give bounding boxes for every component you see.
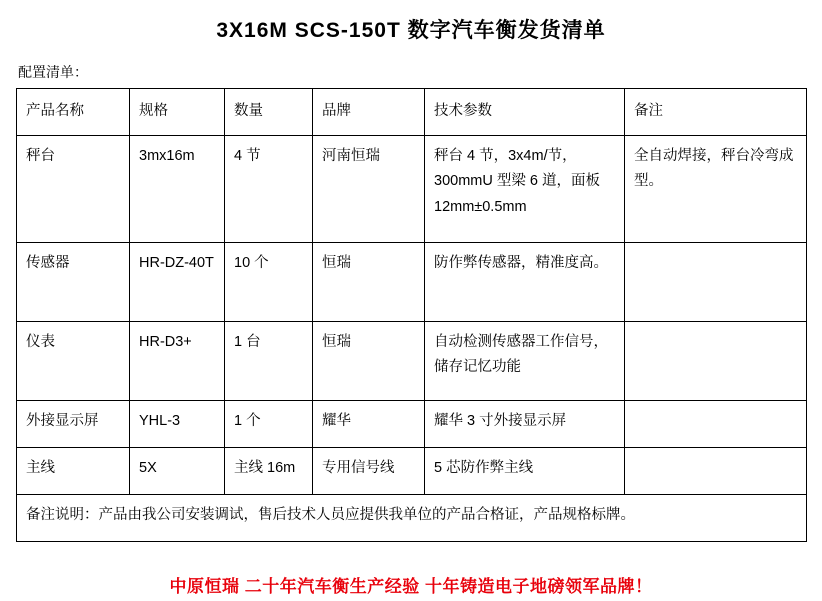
cell-spec: 5X: [130, 448, 225, 495]
cell-product-name: 传感器: [17, 243, 130, 322]
cell-note: 备注说明：产品由我公司安装调试，售后技术人员应提供我单位的产品合格证，产品规格标牌。: [17, 495, 807, 542]
cell-remark: 全自动焊接，秤台冷弯成型。: [625, 136, 807, 243]
column-header-remark: 备注: [625, 89, 807, 136]
table-header-row: [17, 89, 807, 136]
cell-spec: YHL-3: [130, 401, 225, 448]
column-header-product-name: 产品名称: [17, 89, 130, 136]
page-title: 3X16M SCS-150T 数字汽车衡发货清单: [216, 19, 606, 42]
cell-product-name: 外接显示屏: [17, 401, 130, 448]
table-row: [17, 448, 807, 495]
cell-product-name: 秤台: [17, 136, 130, 243]
cell-tech-params: 防作弊传感器，精准度高。: [425, 243, 625, 322]
cell-spec: 3mx16m: [130, 136, 225, 243]
cell-tech-params: 自动检测传感器工作信号，储存记忆功能: [425, 322, 625, 401]
column-header-brand: 品牌: [313, 89, 425, 136]
cell-brand: 恒瑞: [313, 322, 425, 401]
table-note-row: [17, 495, 807, 542]
column-header-spec: 规格: [130, 89, 225, 136]
cell-brand: 恒瑞: [313, 243, 425, 322]
cell-product-name: 主线: [17, 448, 130, 495]
cell-quantity: 10 个: [225, 243, 313, 322]
cell-tech-params: 5 芯防作弊主线: [425, 448, 625, 495]
cell-brand: 专用信号线: [313, 448, 425, 495]
table-row: [17, 322, 807, 401]
spec-table: [16, 88, 807, 542]
cell-quantity: 4 节: [225, 136, 313, 243]
cell-remark: [625, 448, 807, 495]
cell-quantity: 主线 16m: [225, 448, 313, 495]
cell-remark: [625, 243, 807, 322]
spec-table-container: [0, 88, 822, 542]
cell-remark: [625, 322, 807, 401]
cell-spec: HR-D3+: [130, 322, 225, 401]
cell-brand: 耀华: [313, 401, 425, 448]
footer-slogan: 中原恒瑞 二十年汽车衡生产经验 十年铸造电子地磅领军品牌！: [169, 577, 653, 596]
cell-spec: HR-DZ-40T: [130, 243, 225, 322]
column-header-quantity: 数量: [225, 89, 313, 136]
cell-tech-params: 耀华 3 寸外接显示屏: [425, 401, 625, 448]
table-row: [17, 136, 807, 243]
column-header-tech-params: 技术参数: [425, 89, 625, 136]
cell-tech-params: 秤台 4 节，3x4m/节，300mmU 型梁 6 道，面板 12mm±0.5mm: [425, 136, 625, 243]
cell-product-name: 仪表: [17, 322, 130, 401]
cell-remark: [625, 401, 807, 448]
cell-quantity: 1 个: [225, 401, 313, 448]
table-row: [17, 401, 807, 448]
cell-brand: 河南恒瑞: [313, 136, 425, 243]
cell-quantity: 1 台: [225, 322, 313, 401]
config-list-label: 配置清单：: [18, 64, 88, 80]
table-row: [17, 243, 807, 322]
